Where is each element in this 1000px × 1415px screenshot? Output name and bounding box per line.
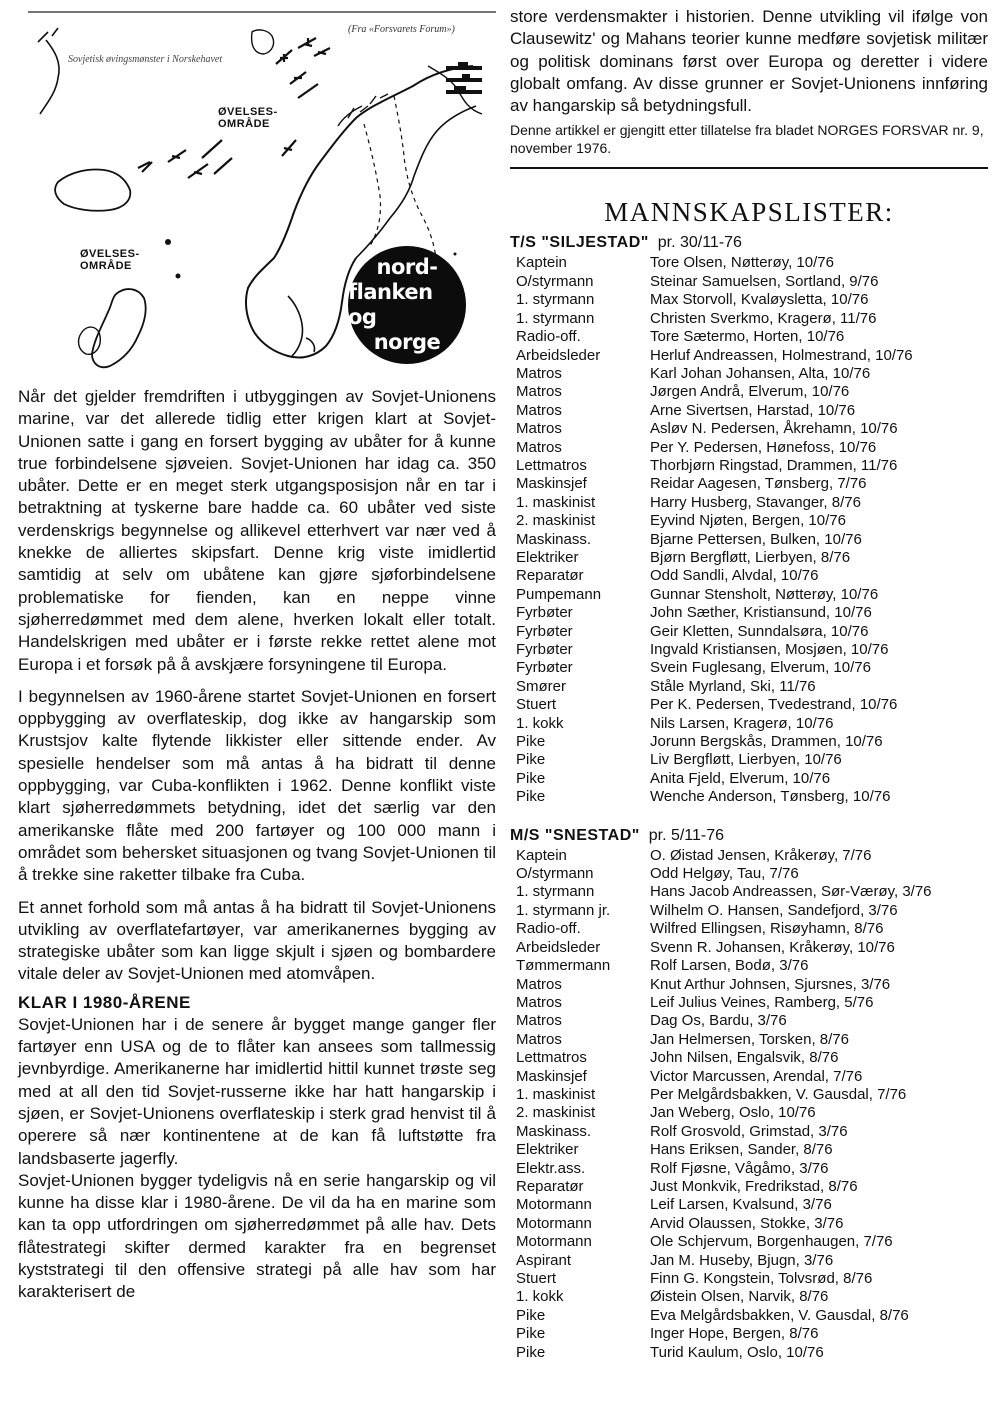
crew-person: Wenche Anderson, Tønsberg, 10/76 — [650, 788, 891, 806]
crew-row — [510, 383, 988, 401]
crew-role: Pike — [516, 733, 546, 751]
crew-row — [510, 1196, 988, 1214]
crew-row — [510, 865, 988, 883]
crew-role: Radio-off. — [516, 328, 581, 346]
crew-person: Herluf Andreassen, Holmestrand, 10/76 — [650, 346, 913, 364]
crew-person: Hans Jacob Andreassen, Sør-Værøy, 3/76 — [650, 883, 932, 901]
crew-person: Tore Sætermo, Horten, 10/76 — [650, 328, 845, 346]
crew-person: Rolf Grosvold, Grimstad, 3/76 — [650, 1122, 848, 1140]
crew-row — [510, 1086, 988, 1104]
crew-row — [510, 457, 988, 475]
crew-role: 1. styrmann jr. — [516, 901, 611, 919]
crew-role: Pike — [516, 1343, 546, 1361]
crew-role: Maskinass. — [516, 530, 592, 548]
crew-row — [510, 1104, 988, 1122]
crew-person: Tore Olsen, Nøtterøy, 10/76 — [650, 254, 834, 272]
crew-row — [510, 1252, 988, 1270]
ship-name: T/S "SILJESTAD" — [510, 234, 649, 252]
crew-block-snestad — [510, 827, 988, 1362]
crew-row — [510, 994, 988, 1012]
crew-table — [510, 847, 988, 1362]
crew-row — [510, 475, 988, 493]
crew-person: Per Y. Pedersen, Hønefoss, 10/76 — [650, 438, 877, 456]
crew-row — [510, 678, 988, 696]
crew-row — [510, 788, 988, 806]
crew-person: Per K. Pedersen, Tvedestrand, 10/76 — [650, 696, 898, 714]
crew-role: Matros — [516, 1030, 562, 1048]
crew-row — [510, 1012, 988, 1030]
crew-row — [510, 751, 988, 769]
crew-person: John Nilsen, Engalsvik, 8/76 — [650, 1049, 839, 1067]
crew-role: 1. maskinist — [516, 1085, 596, 1103]
crew-row — [510, 902, 988, 920]
crew-row — [510, 623, 988, 641]
crew-role: Matros — [516, 438, 562, 456]
crew-role: Aspirant — [516, 1251, 572, 1269]
ship-date: pr. 5/11-76 — [648, 826, 725, 844]
crew-row — [510, 770, 988, 788]
crew-row — [510, 715, 988, 733]
crew-row — [510, 1031, 988, 1049]
crew-row — [510, 1160, 988, 1178]
crew-role: Maskinsjef — [516, 475, 587, 493]
crew-person: Karl Johan Johansen, Alta, 10/76 — [650, 364, 871, 382]
crew-person: Odd Sandli, Alvdal, 10/76 — [650, 567, 819, 585]
crew-role: Fyrbøter — [516, 659, 573, 677]
crew-person: Turid Kaulum, Oslo, 10/76 — [650, 1343, 824, 1361]
crew-role: 1. maskinist — [516, 493, 596, 511]
crew-row — [510, 365, 988, 383]
crew-person: Asløv N. Pedersen, Åkrehamn, 10/76 — [650, 420, 898, 438]
zone-label-line: ØVELSES- — [218, 106, 278, 118]
crew-person: Leif Larsen, Kvalsund, 3/76 — [650, 1196, 832, 1214]
crew-row — [510, 402, 988, 420]
crew-row — [510, 1233, 988, 1251]
crew-role: Pike — [516, 751, 546, 769]
crew-row — [510, 512, 988, 530]
reprint-note: Denne artikkel er gjengitt etter tillatelse fra bladet NORGES FORSVAR nr. 9, november 1976. — [510, 122, 984, 157]
crew-row — [510, 273, 988, 291]
crew-person: Thorbjørn Ringstad, Drammen, 11/76 — [650, 456, 898, 474]
crew-row — [510, 883, 988, 901]
crew-person: Dag Os, Bardu, 3/76 — [650, 1012, 787, 1030]
crew-person: Svenn R. Johansen, Kråkerøy, 10/76 — [650, 938, 895, 956]
crew-role: Reparatør — [516, 567, 584, 585]
crew-role: Smører — [516, 677, 566, 695]
article-paragraph: Sovjet-Unionen bygger tydeligvis nå en serie hangarskip og vil kunne ha disse klar i 1980-årene. De vil da ha en marine som kan ta opp utfordringen om sjøherredømmet på alle hav. Dets flåtestrategi skifter dermed karakter fra en begrenset kyststrategi til den offensive strategi på alle hav som har karakterisert de — [18, 1170, 496, 1302]
crew-role: Pike — [516, 1306, 546, 1324]
crew-role: Matros — [516, 1012, 562, 1030]
crew-role: Stuert — [516, 1270, 557, 1288]
crew-person: Svein Fuglesang, Elverum, 10/76 — [650, 659, 871, 677]
zone-label-line: OMRÅDE — [80, 260, 132, 272]
crew-person: Christen Sverkmo, Kragerø, 11/76 — [650, 309, 877, 327]
article-continuation: store verdensmakter i historien. Denne utvikling vil ifølge von Clausewitz' og Mahans teorier kunne medføre sovjetisk militær og politisk dominans først over Europa og deretter i videre globalt omfang. Av disse grunner er Sovjet-Unionens innføring av hangarskip så betydningsfull. — [510, 7, 988, 116]
crew-person: Jan M. Huseby, Bjugn, 3/76 — [650, 1251, 834, 1269]
crew-person: John Sæther, Kristiansund, 10/76 — [650, 604, 872, 622]
crew-role: Motormann — [516, 1196, 592, 1214]
crew-row — [510, 328, 988, 346]
crew-row — [510, 920, 988, 938]
crew-row — [510, 1178, 988, 1196]
crew-row — [510, 1215, 988, 1233]
crew-person: Arvid Olaussen, Stokke, 3/76 — [650, 1214, 844, 1232]
crew-row — [510, 733, 988, 751]
crew-role: Motormann — [516, 1214, 592, 1232]
crew-role: Radio-off. — [516, 920, 581, 938]
crew-person: Geir Kletten, Sunndalsøra, 10/76 — [650, 622, 869, 640]
crew-person: Reidar Aagesen, Tønsberg, 7/76 — [650, 475, 867, 493]
crew-row — [510, 1307, 988, 1325]
crew-row — [510, 531, 988, 549]
crew-role: Arbeidsleder — [516, 346, 601, 364]
crew-person: Øistein Olsen, Narvik, 8/76 — [650, 1288, 829, 1306]
crew-row — [510, 1270, 988, 1288]
left-column — [18, 6, 496, 1314]
crew-row — [510, 847, 988, 865]
crew-role: Pike — [516, 769, 546, 787]
crew-role: Pike — [516, 1325, 546, 1343]
crew-person: Eva Melgårdsbakken, V. Gausdal, 8/76 — [650, 1306, 909, 1324]
crew-role: Matros — [516, 383, 562, 401]
zone-label-left — [80, 248, 140, 272]
zone-label-line: ØVELSES- — [80, 248, 140, 260]
crew-role: Matros — [516, 401, 562, 419]
crew-person: Knut Arthur Johnsen, Sjursnes, 3/76 — [650, 975, 891, 993]
crew-role: Pike — [516, 788, 546, 806]
crew-role: Matros — [516, 975, 562, 993]
article-paragraph: Sovjet-Unionen har i de senere år bygget mange ganger fler fartøyer enn USA og de to flåter kan ansees som tallmessig jevnbyrdige. Amerikanerne har imidlertid hittil kunnet trøste seg med at all den tid Sovjet-russerne ikke har hatt hangarskip i sjøen, er Sovjet-Unionens overflateskip i sterk grad henvist til å operere så nær kontinentene at de kan få luftstøtte fra landsbaserte jagerfly. — [18, 1014, 496, 1168]
crew-role: Lettmatros — [516, 1049, 587, 1067]
crew-person: Rolf Fjøsne, Vågåmo, 3/76 — [650, 1159, 829, 1177]
crew-person: Max Storvoll, Kvaløysletta, 10/76 — [650, 291, 869, 309]
crew-role: Kaptein — [516, 254, 567, 272]
crew-person: Harry Husberg, Stavanger, 8/76 — [650, 493, 861, 511]
crew-row — [510, 586, 988, 604]
crew-row — [510, 254, 988, 272]
crew-role: 1. kokk — [516, 1288, 564, 1306]
crew-row — [510, 976, 988, 994]
crew-row — [510, 696, 988, 714]
crew-row — [510, 1123, 988, 1141]
map-credit: (Fra «Forsvarets Forum») — [348, 24, 455, 35]
crew-person: Jan Helmersen, Torsken, 8/76 — [650, 1030, 849, 1048]
crew-role: Fyrbøter — [516, 641, 573, 659]
crew-person: Victor Marcussen, Arendal, 7/76 — [650, 1067, 863, 1085]
crew-row — [510, 439, 988, 457]
crew-role: Maskinass. — [516, 1122, 592, 1140]
crew-person: Ståle Myrland, Ski, 11/76 — [650, 677, 816, 695]
right-column — [510, 6, 988, 1362]
zone-label-line: OMRÅDE — [218, 118, 270, 130]
crew-person: Bjørn Bergfløtt, Lierbyen, 8/76 — [650, 548, 851, 566]
divider — [510, 167, 988, 169]
crew-person: Ole Schjervum, Borgenhaugen, 7/76 — [650, 1233, 893, 1251]
article-paragraph: Når det gjelder fremdriften i utbyggingen av Sovjet-Unionens marine, var det allerede tidlig etter krigen klart at Sovjet-Unionen satte i gang en forsert bygging av ubåter for å kunne true forbindelsene sjøveien. Sovjet-Unionen har idag ca. 350 ubåter. Dette er en meget sterk utgangsposisjon når en tar i betraktning at tyskerne bare hadde ca. 60 ubåter ved siste verdenskrigs begynnelse og allikevel etterhvert var nær ved å knekke de alliertes skipsfart. Denne krig viste imidlertid samtidig at selv om ubåtene kan gjøre sjøforbindelsene problematiske for fienden, kan en neppe vinne sjøherredømmet med dem alene, hverken lokalt eller totalt. Handelskrigen med ubåter er i første rekke rettet alene mot Europa i et forsøk på å avskjære forsyningene til Europa. — [18, 387, 496, 674]
crew-person: Steinar Samuelsen, Sortland, 9/76 — [650, 272, 879, 290]
crew-role: 2. maskinist — [516, 512, 596, 530]
crew-row — [510, 1288, 988, 1306]
crew-role: Arbeidsleder — [516, 938, 601, 956]
crew-person: Just Monkvik, Fredrikstad, 8/76 — [650, 1177, 858, 1195]
crew-person: Eyvind Njøten, Bergen, 10/76 — [650, 512, 846, 530]
crew-row — [510, 567, 988, 585]
crew-row — [510, 347, 988, 365]
ship-header — [510, 234, 988, 252]
ship-name: M/S "SNESTAD" — [510, 826, 640, 844]
crew-person: Nils Larsen, Kragerø, 10/76 — [650, 714, 834, 732]
crew-row — [510, 939, 988, 957]
crew-row — [510, 1049, 988, 1067]
crew-row — [510, 1068, 988, 1086]
crew-role: Matros — [516, 364, 562, 382]
crew-person: Anita Fjeld, Elverum, 10/76 — [650, 769, 831, 787]
crew-role: Fyrbøter — [516, 622, 573, 640]
map-caption: Sovjetisk øvingsmønster i Norskehavet — [68, 54, 223, 65]
crew-person: Gunnar Stensholt, Nøtterøy, 10/76 — [650, 585, 879, 603]
crew-person: Ingvald Kristiansen, Mosjøen, 10/76 — [650, 641, 889, 659]
crew-block-siljestad — [510, 234, 988, 806]
crew-role: 1. styrmann — [516, 309, 595, 327]
crew-person: Arne Sivertsen, Harstad, 10/76 — [650, 401, 856, 419]
ship-header — [510, 827, 988, 845]
crew-row — [510, 1141, 988, 1159]
crew-person: Hans Eriksen, Sander, 8/76 — [650, 1141, 833, 1159]
crew-row — [510, 310, 988, 328]
crew-person: Wilfred Ellingsen, Risøyhamn, 8/76 — [650, 920, 884, 938]
crew-role: Elektr.ass. — [516, 1159, 586, 1177]
article-paragraph: I begynnelsen av 1960-årene startet Sovjet-Unionen en forsert oppbygging av overflateskip, dog ikke av hangarskip som Krustsjov kalte flytende likkister eller sittende ender. Av spesielle hendelser som må antas å ha bidratt til denne oppbygging, var Cuba-konflikten i 1962. Denne konflikt viste klart sjøherredømmets betydning, idet det særlig var den amerikanske flåte med 200 fartøyer og 100 000 mann i området som behersket situasjonen og tvang Sovjet-Unionen til å trekke sine raketter tilbake fra Cuba. — [18, 686, 496, 885]
crew-person: Leif Julius Veines, Ramberg, 5/76 — [650, 993, 874, 1011]
crew-row — [510, 549, 988, 567]
crew-role: Reparatør — [516, 1177, 584, 1195]
logo-line: nord- — [376, 255, 438, 279]
crew-row — [510, 494, 988, 512]
crew-person: Wilhelm O. Hansen, Sandefjord, 3/76 — [650, 901, 898, 919]
crew-person: Inger Hope, Bergen, 8/76 — [650, 1325, 819, 1343]
crew-person: Rolf Larsen, Bodø, 3/76 — [650, 957, 809, 975]
crew-person: Jørgen Andrå, Elverum, 10/76 — [650, 383, 850, 401]
crew-role: Pumpemann — [516, 585, 602, 603]
crew-row — [510, 604, 988, 622]
crew-role: Lettmatros — [516, 456, 587, 474]
crew-role: Elektriker — [516, 1141, 579, 1159]
crew-role: Elektriker — [516, 548, 579, 566]
crew-role: Maskinsjef — [516, 1067, 587, 1085]
crew-person: Jorunn Bergskås, Drammen, 10/76 — [650, 733, 883, 751]
nordflanken-logo — [348, 246, 466, 364]
crew-role: Matros — [516, 420, 562, 438]
logo-line: flanken og — [348, 280, 433, 329]
crew-person: Odd Helgøy, Tau, 7/76 — [650, 865, 799, 883]
crew-person: Jan Weberg, Oslo, 10/76 — [650, 1104, 816, 1122]
section-heading: KLAR I 1980-ÅRENE — [18, 992, 191, 1012]
article-paragraph: Et annet forhold som må antas å ha bidratt til Sovjet-Unionens utvikling av overflatefartøyer, var amerikanernes bygging av strategiske ubåter som kan ligge skjult i sjøen og bombardere vitale deler av Sovjet-Unionen med atomvåpen. — [18, 897, 496, 984]
crew-role: Kaptein — [516, 846, 567, 864]
crew-row — [510, 291, 988, 309]
crew-role: 1. kokk — [516, 714, 564, 732]
crew-row — [510, 957, 988, 975]
crew-person: Finn G. Kongstein, Tolvsrød, 8/76 — [650, 1270, 873, 1288]
crew-role: Fyrbøter — [516, 604, 573, 622]
crew-lists-title: MANNSKAPSLISTER: — [604, 197, 894, 228]
crew-role: 2. maskinist — [516, 1104, 596, 1122]
crew-row — [510, 659, 988, 677]
crew-person: Bjarne Pettersen, Bulken, 10/76 — [650, 530, 862, 548]
logo-line: norge — [373, 330, 441, 354]
crew-role: Motormann — [516, 1233, 592, 1251]
zone-label-top — [218, 106, 278, 130]
crew-row — [510, 641, 988, 659]
crew-row — [510, 1344, 988, 1362]
crew-role: Matros — [516, 993, 562, 1011]
crew-table — [510, 254, 988, 806]
crew-person: O. Øistad Jensen, Kråkerøy, 7/76 — [650, 846, 872, 864]
crew-role: 1. styrmann — [516, 291, 595, 309]
crew-role: 1. styrmann — [516, 883, 595, 901]
crew-role: Stuert — [516, 696, 557, 714]
ship-date: pr. 30/11-76 — [657, 234, 742, 252]
crew-role: Tømmermann — [516, 957, 611, 975]
map-figure — [18, 6, 496, 378]
crew-row — [510, 1325, 988, 1343]
crew-person: Liv Bergfløtt, Lierbyen, 10/76 — [650, 751, 842, 769]
crew-row — [510, 420, 988, 438]
crew-role: O/styrmann — [516, 272, 594, 290]
crew-role: O/styrmann — [516, 865, 594, 883]
crew-person: Per Melgårdsbakken, V. Gausdal, 7/76 — [650, 1085, 907, 1103]
